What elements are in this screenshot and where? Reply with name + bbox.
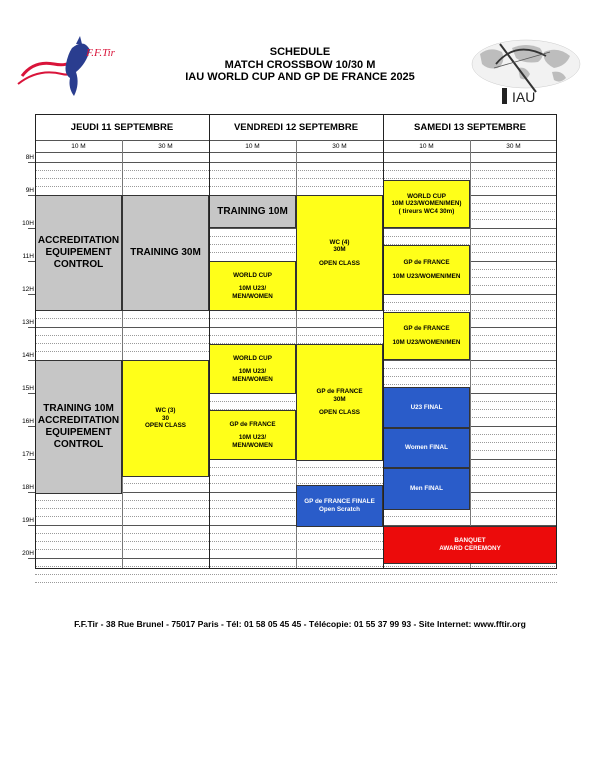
schedule-grid bbox=[35, 114, 557, 569]
event-accreditation bbox=[35, 195, 122, 311]
hour-label: 14H bbox=[22, 352, 34, 359]
event-gp-france-finale bbox=[296, 485, 383, 527]
event-sat-gp-france-1 bbox=[383, 245, 470, 295]
event-line: WORLD CUP bbox=[407, 192, 446, 200]
title-line-1: SCHEDULE bbox=[269, 46, 331, 58]
hour-label: 10H bbox=[22, 220, 34, 227]
event-line: 10M U23/ bbox=[238, 434, 267, 442]
footer-address: F.F.Tir - 38 Rue Brunel - 75017 Paris - Tél: 01 58 05 45 45 - Télécopie: 01 55 37 99 93 - Site Internet: www.fftir.org bbox=[74, 619, 526, 629]
event-line: EQUIPEMENT bbox=[45, 427, 112, 438]
iau-logo bbox=[466, 34, 586, 109]
hour-label: 15H bbox=[22, 385, 34, 392]
event-line: 30 bbox=[161, 414, 169, 422]
hour-tick bbox=[28, 393, 35, 394]
event-line: 10M U23/ bbox=[238, 368, 267, 376]
event-line: GP de FRANCE bbox=[403, 259, 450, 267]
event-line: EQUIPEMENT bbox=[45, 247, 112, 258]
event-training-10m-accreditation bbox=[35, 360, 122, 494]
hour-tick bbox=[28, 459, 35, 460]
hour-label: 9H bbox=[25, 187, 34, 194]
grid-border-bottom bbox=[35, 568, 557, 569]
event-line: OPEN CLASS bbox=[319, 259, 360, 267]
event-line: 10M U23/WOMEN/MEN bbox=[392, 339, 461, 346]
event-line: Women FINAL bbox=[405, 444, 448, 452]
event-world-cup-afternoon bbox=[209, 344, 296, 394]
range-header-30m: 30 M bbox=[506, 142, 521, 150]
event-line: GP de FRANCE bbox=[229, 420, 276, 428]
event-line: ACCREDITATION bbox=[37, 415, 120, 426]
hour-tick bbox=[28, 261, 35, 262]
event-line: GP de FRANCE FINALE bbox=[304, 498, 375, 506]
title-line-3: IAU WORLD CUP AND GP DE FRANCE 2025 bbox=[185, 71, 415, 83]
event-world-cup-morning bbox=[209, 261, 296, 311]
event-line: MEN/WOMEN bbox=[232, 441, 273, 449]
event-line: Men FINAL bbox=[410, 485, 443, 493]
event-line: MEN/WOMEN bbox=[232, 292, 273, 300]
hour-tick bbox=[28, 327, 35, 328]
grid-border-top bbox=[35, 114, 557, 115]
title-line-2: MATCH CROSSBOW 10/30 M bbox=[224, 58, 376, 71]
day-divider bbox=[209, 114, 210, 569]
event-training-10m bbox=[209, 195, 296, 228]
hour-label: 19H bbox=[22, 517, 34, 524]
range-header-30m: 30 M bbox=[332, 142, 347, 150]
event-line: ( tireurs WC4 30m) bbox=[398, 207, 455, 215]
event-line: MEN/WOMEN bbox=[232, 375, 273, 383]
event-line: 10M U23/WOMEN/MEN bbox=[392, 273, 461, 280]
event-sat-gp-france-2 bbox=[383, 312, 470, 360]
hour-tick bbox=[28, 426, 35, 427]
event-line: TRAINING 30M bbox=[130, 247, 201, 258]
hour-tick bbox=[28, 195, 35, 196]
hour-label: 11H bbox=[22, 253, 34, 260]
event-line: OPEN CLASS bbox=[319, 409, 360, 417]
event-line: 30M bbox=[333, 395, 346, 403]
event-gp-france-30m bbox=[296, 344, 383, 461]
hour-label: 16H bbox=[22, 418, 34, 425]
range-header-10m: 10 M bbox=[419, 142, 434, 150]
event-line: WC (4) bbox=[329, 238, 350, 246]
range-header-10m: 10 M bbox=[245, 142, 260, 150]
hour-label: 20H bbox=[22, 550, 34, 557]
event-training-30m bbox=[122, 195, 209, 311]
event-line: TRAINING 10M bbox=[43, 403, 114, 414]
event-line: WC (3) bbox=[155, 407, 176, 415]
range-header-30m: 30 M bbox=[158, 142, 173, 150]
event-line: TRAINING 10M bbox=[217, 205, 288, 217]
hour-label: 18H bbox=[22, 484, 34, 491]
event-sat-world-cup bbox=[383, 180, 470, 228]
event-line: WORLD CUP bbox=[233, 354, 272, 362]
event-men-final bbox=[383, 468, 470, 510]
hour-label: 12H bbox=[22, 286, 34, 293]
event-line: GP de FRANCE bbox=[316, 388, 363, 396]
hour-tick bbox=[28, 492, 35, 493]
event-banquet bbox=[383, 526, 557, 564]
event-line: GP de FRANCE bbox=[403, 325, 450, 333]
hour-tick bbox=[28, 228, 35, 229]
hour-label: 8H bbox=[25, 154, 34, 161]
event-line: 30M bbox=[333, 246, 346, 254]
fftir-logo-text: F.F.Tir bbox=[86, 47, 115, 59]
day-header-thursday: JEUDI 11 SEPTEMBRE bbox=[70, 121, 174, 133]
hour-tick bbox=[28, 525, 35, 526]
page-title bbox=[130, 46, 470, 84]
event-line: CONTROL bbox=[53, 439, 104, 450]
event-gp-france-10m bbox=[209, 410, 296, 460]
day-divider bbox=[383, 114, 384, 569]
day-header-friday: VENDREDI 12 SEPTEMBRE bbox=[233, 121, 359, 133]
event-wc3 bbox=[122, 360, 209, 477]
grid-border-left bbox=[35, 114, 36, 569]
event-line: BANQUET bbox=[454, 537, 486, 545]
event-line: ACCREDITATION bbox=[37, 235, 120, 246]
event-wc4 bbox=[296, 195, 383, 311]
quarter-line bbox=[35, 582, 557, 583]
event-line: OPEN CLASS bbox=[145, 422, 186, 430]
hour-label: 17H bbox=[22, 451, 34, 458]
event-line: AWARD CEREMONY bbox=[439, 545, 501, 552]
iau-logo-text: IAU bbox=[512, 89, 536, 105]
hour-tick bbox=[28, 294, 35, 295]
quarter-line bbox=[35, 574, 557, 575]
event-line: WORLD CUP bbox=[233, 271, 272, 279]
fftir-logo bbox=[14, 34, 134, 109]
event-line: U23 FINAL bbox=[410, 403, 443, 411]
event-women-final bbox=[383, 428, 470, 468]
range-divider bbox=[470, 140, 471, 569]
range-header-10m: 10 M bbox=[71, 142, 86, 150]
hour-tick bbox=[28, 558, 35, 559]
event-line: 10M U23/WOMEN/MEN) bbox=[391, 200, 462, 208]
hour-tick bbox=[28, 360, 35, 361]
event-line: Open Scratch bbox=[319, 506, 360, 513]
hour-tick bbox=[28, 162, 35, 163]
hour-label: 13H bbox=[22, 319, 34, 326]
event-line: 10M U23/ bbox=[238, 285, 267, 293]
event-line: CONTROL bbox=[53, 259, 104, 270]
day-header-saturday: SAMEDI 13 SEPTEMBRE bbox=[414, 121, 526, 133]
event-u23-final bbox=[383, 387, 470, 428]
grid-border-right bbox=[556, 114, 557, 569]
